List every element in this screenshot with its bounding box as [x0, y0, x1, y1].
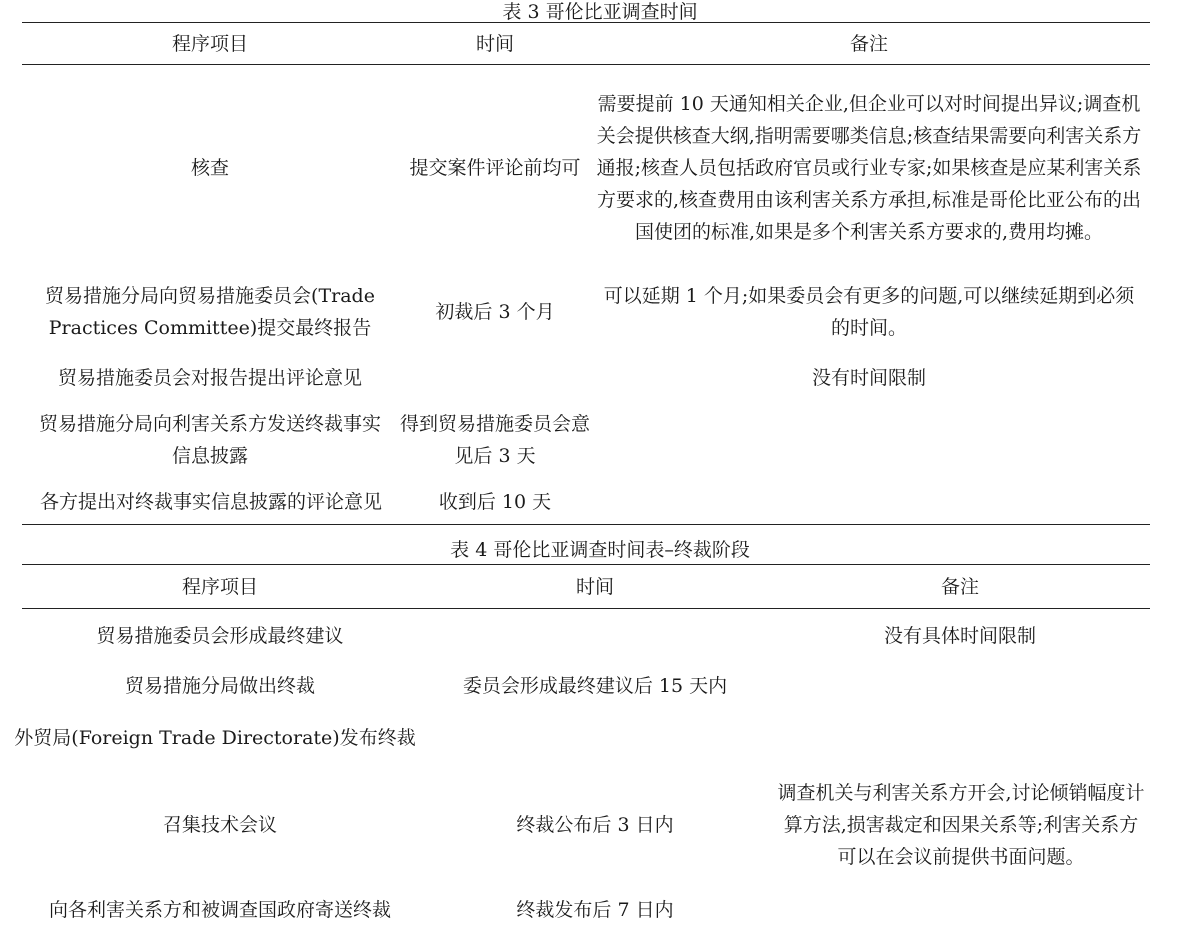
table4-row2-time: 委员会形成最终建议后 15 天内	[462, 675, 728, 697]
table4-row3-note	[770, 720, 1150, 756]
table4-row1-note: 没有具体时间限制	[883, 625, 1036, 647]
table3-row5-note	[595, 484, 1143, 520]
table3-header-time: 时间	[475, 33, 514, 55]
table4-row5-item: 向各利害关系方和被调查国政府寄送终裁	[48, 899, 391, 921]
table3-row5-time: 收到后 10 天	[438, 491, 552, 513]
table3-header-item: 程序项目	[171, 33, 248, 55]
table4-top-rule	[22, 564, 1150, 565]
table4-row4-item: 召集技术会议	[162, 814, 277, 836]
table3-row1-note: 需要提前 10 天通知相关企业,但企业可以对时间提出异议;调查机关会提供核查大纲,指明需要哪类信息;核查结果需要向利害关系方通报;核查人员包括政府官员或行业专家;如果核查是应某利害关系方要求的,核查费用由该利害关系方承担,标准是哥伦比亚公布的出国使团的标准,如果是多个利害关系方要求的,费用均摊。	[596, 92, 1142, 243]
table4-row4-note: 调查机关与利害关系方开会,讨论倾销幅度计算方法,损害裁定和因果关系等;利害关系方可以在会议前提供书面问题。	[777, 782, 1145, 868]
table4-header-rule	[22, 608, 1150, 609]
table4-row4-time: 终裁公布后 3 日内	[516, 814, 674, 836]
table3-row3-time	[400, 360, 590, 396]
table3-top-rule	[22, 22, 1150, 23]
table4-row1-item: 贸易措施委员会形成最终建议	[96, 625, 344, 647]
table3-row3-note: 没有时间限制	[811, 367, 926, 389]
table3-bottom-rule	[22, 524, 1150, 525]
table3-row1-item: 核查	[190, 156, 229, 179]
table3-row3-item: 贸易措施委员会对报告提出评论意见	[57, 367, 362, 389]
table3-header-rule	[22, 64, 1150, 65]
table4-row3-time	[430, 720, 760, 756]
table4-row1-time	[430, 618, 760, 654]
table4-header-item: 程序项目	[181, 576, 258, 598]
table4-row3-item: 外贸局(Foreign Trade Directorate)发布终裁	[14, 727, 416, 749]
table3-caption: 表 3 哥伦比亚调查时间	[502, 1, 698, 23]
table3-row2-note: 可以延期 1 个月;如果委员会有更多的问题,可以继续延期到必须的时间。	[603, 285, 1135, 339]
table3-row2-time: 初裁后 3 个月	[435, 301, 555, 323]
table3-row4-note	[595, 408, 1143, 472]
table4-row5-time: 终裁发布后 7 日内	[516, 899, 674, 921]
table3-row1-time: 提交案件评论前均可	[409, 156, 581, 179]
table3-row4-item: 贸易措施分局向利害关系方发送终裁事实信息披露	[38, 413, 381, 467]
table4-caption: 表 4 哥伦比亚调查时间表–终裁阶段	[450, 539, 750, 561]
table3-header-note: 备注	[849, 33, 888, 55]
table3-row4-time: 得到贸易措施委员会意见后 3 天	[400, 413, 591, 467]
table4-row5-note	[770, 892, 1150, 928]
table3-row5-item: 各方提出对终裁事实信息披露的评论意见	[39, 491, 382, 513]
table4-header-time: 时间	[575, 576, 614, 598]
table4-row2-item: 贸易措施分局做出终裁	[124, 675, 315, 697]
table4-header-note: 备注	[940, 576, 979, 598]
table4-row2-note	[770, 668, 1150, 704]
table3-row2-item: 贸易措施分局向贸易措施委员会(Trade Practices Committee)提交最终报告	[45, 285, 375, 339]
